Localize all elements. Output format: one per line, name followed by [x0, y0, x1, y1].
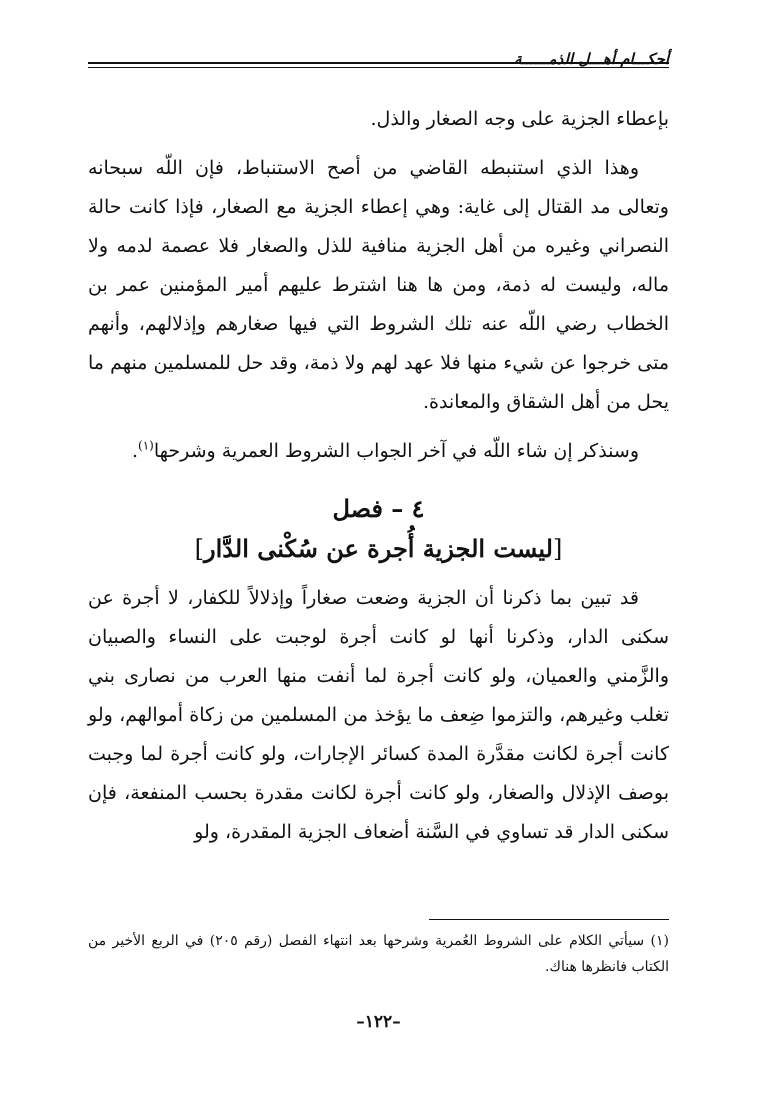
main-text: [88, 100, 669, 852]
paragraph-conditions-end: .: [131, 440, 139, 462]
running-header-title: أحكـــام أهـــل الذمــــــة: [514, 50, 669, 68]
footnote-reference: (١): [138, 438, 154, 453]
paragraph-jizya-not-rent: قد تبين بما ذكرنا أن الجزية وضعت صغاراً وإذلالاً للكفار، لا أجرة عن سكنى الدار، وذكرنا أنها لو كانت أجرة لوجبت على النساء والصبيان والزَّمني والعميان، ولو كانت أجرة لما أنفت منها العرب من نصارى بني تغلب وغيرهم، والتزموا ضِعف ما يؤخذ من المسلمين من زكاة أموالهم، ولو كانت أجرة لكانت مقدَّرة المدة كسائر الإجارات، ولو كانت أجرة لما وجبت بوصف الإذلال والصغار، ولو كانت أجرة لكانت مقدرة بحسب المنفعة، فإن سكنى الدار قد تساوي في السَّنة أضعاف الجزية المقدرة، ولو: [88, 587, 669, 843]
paragraph-qadi-inference: وهذا الذي استنبطه القاضي من أصح الاستنباط، فإن اللّه سبحانه وتعالى مد القتال إلى غاية: وهي إعطاء الجزية مع الصغار، فإذا كانت حالة النصراني وغيره من أهل الجزية منافية للذل والصغار فلا عصمة لدمه ولا ماله، وليست له ذمة، ومن ها هنا اشترط عليهم أمير المؤمنين عمر بن الخطاب رضي اللّه عنه تلك الشروط التي فيها صغارهم وإذلالهم، وأنهم متى خرجوا عن شيء منها فلا عهد لهم ولا ذمة، وقد حل للمسلمين منهم ما يحل من أهل الشقاق والمعاندة.: [88, 157, 669, 413]
page-number: –١٢٢–: [356, 1012, 401, 1032]
footnote-rule: [429, 919, 669, 920]
section-number-heading: ٤ – فصل: [332, 494, 425, 523]
paragraph-continuation: بإعطاء الجزية على وجه الصغار والذل.: [370, 108, 669, 130]
section-title-open-bracket: [: [552, 535, 563, 563]
header-rule-thick: [88, 62, 669, 64]
section-title-text: ليست الجزية أُجرة عن سُكْنى الدَّار: [204, 534, 553, 563]
paragraph-conditions-note: [88, 432, 669, 471]
section-title-heading: [88, 529, 669, 569]
footnote: (١) سيأتي الكلام على الشروط العُمرية وشرحها بعد انتهاء الفصل (رقم ٢٠٥) في الربع الأخير من الكتاب فانظرها هناك.: [88, 933, 669, 975]
section-title-close-bracket: ]: [194, 535, 205, 563]
paragraph-conditions-text: وسنذكر إن شاء اللّه في آخر الجواب الشروط العمرية وشرحها: [153, 440, 639, 462]
header-rule-thin: [88, 67, 669, 68]
